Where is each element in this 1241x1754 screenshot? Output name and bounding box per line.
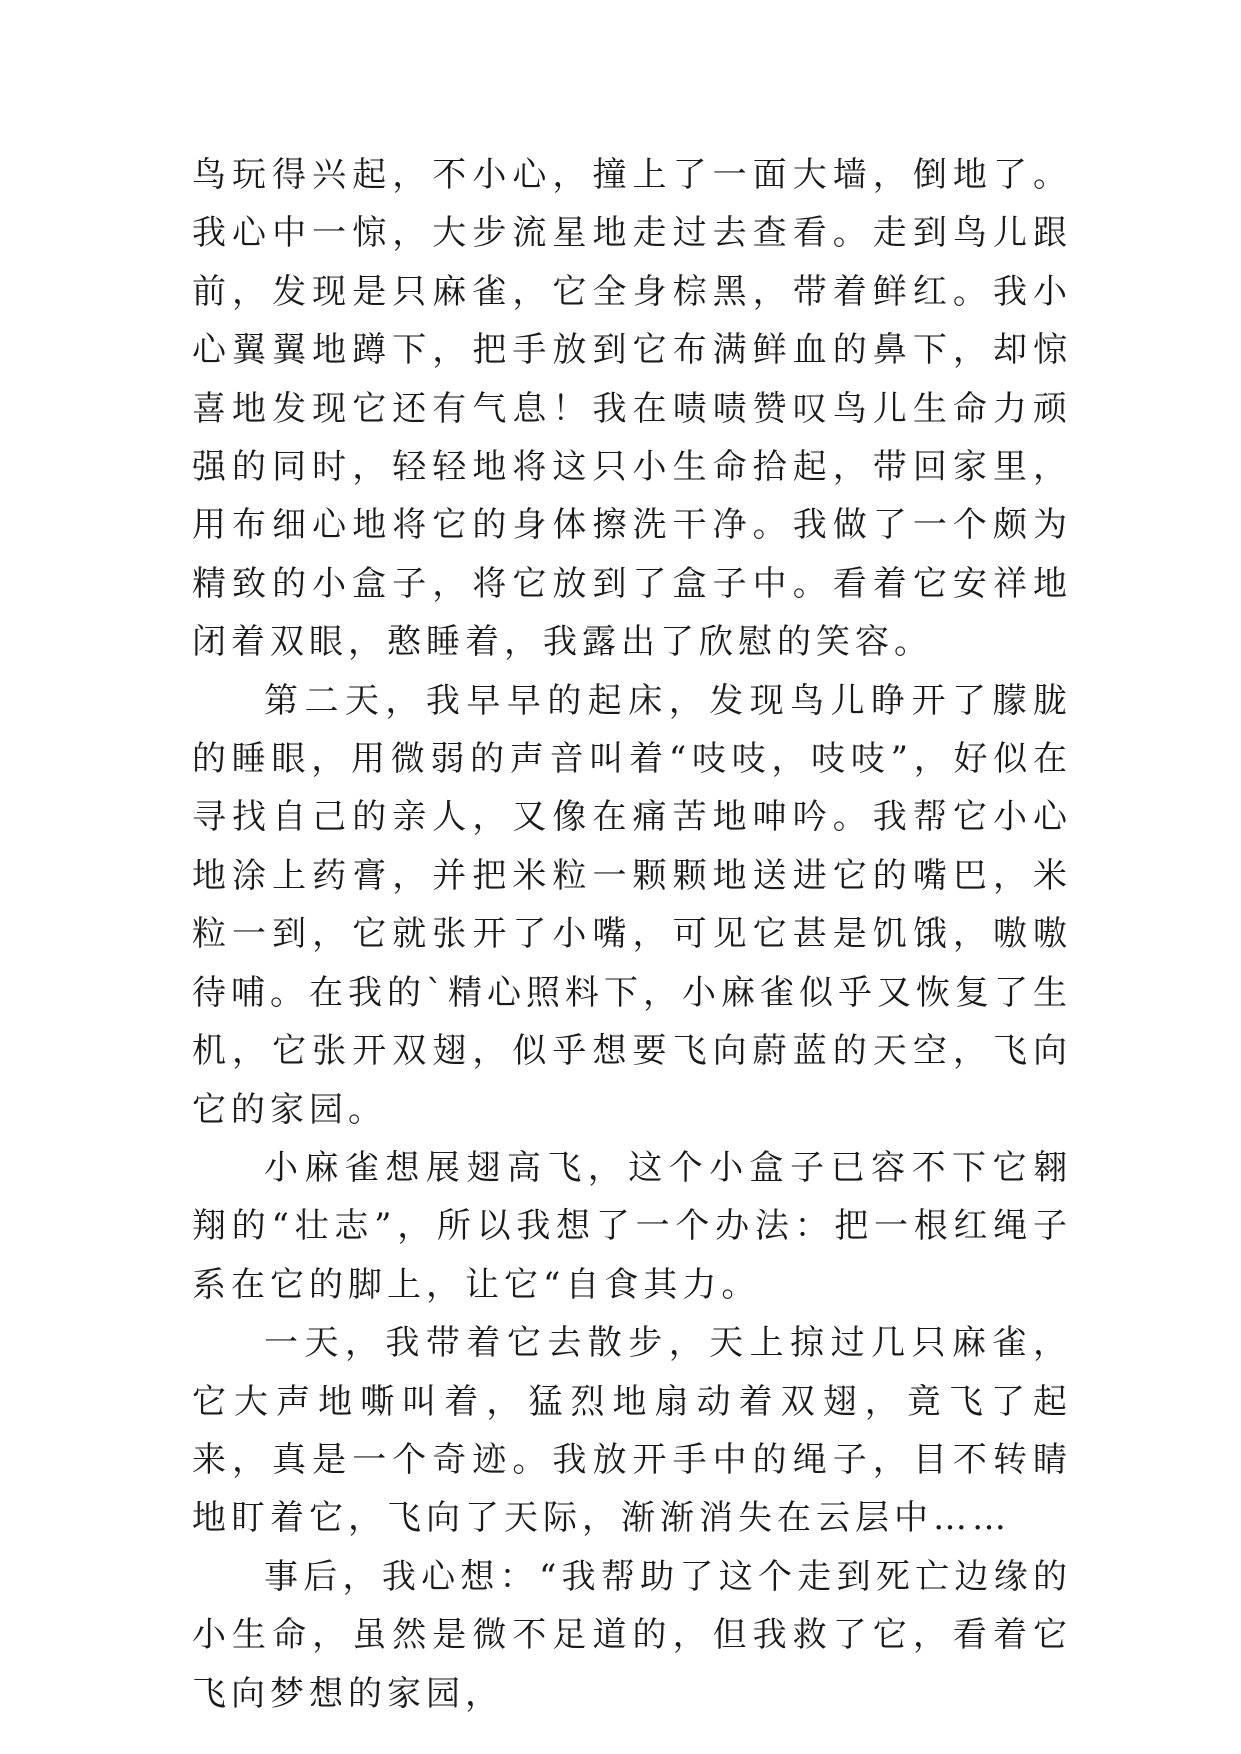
document-body xyxy=(192,146,1072,1723)
paragraph-3: 小麻雀想展翅高飞，这个小盒子已容不下它翱翔的“壮志”，所以我想了一个办法：把一根红绳子系在它的脚上，让它“自食其力。 xyxy=(192,1147,1072,1305)
paragraph-4: 一天，我带着它去散步，天上掠过几只麻雀，它大声地嘶叫着，猛烈地扇动着双翅，竟飞了起来，真是一个奇迹。我放开手中的绳子，目不转睛地盯着它，飞向了天际，渐渐消失在云层中…… xyxy=(192,1323,1072,1539)
paragraph-1: 鸟玩得兴起，不小心，撞上了一面大墙，倒地了。我心中一惊，大步流星地走过去查看。走到鸟儿跟前，发现是只麻雀，它全身棕黑，带着鲜红。我小心翼翼地蹲下，把手放到它布满鲜血的鼻下，却惊喜地发现它还有气息！我在啧啧赞叹鸟儿生命力顽强的同时，轻轻地将这只小生命拾起，带回家里，用布细心地将它的身体擦洗干净。我做了一个颇为精致的小盒子，将它放到了盒子中。看着它安祥地闭着双眼，憨睡着，我露出了欣慰的笑容。 xyxy=(192,155,1072,663)
paragraph-2: 第二天，我早早的起床，发现鸟儿睁开了朦胧的睡眼，用微弱的声音叫着“吱吱，吱吱”，好似在寻找自己的亲人，又像在痛苦地呻吟。我帮它小心地涂上药膏，并把米粒一颗颗地送进它的嘴巴，米粒一到，它就张开了小嘴，可见它甚是饥饿，嗷嗷待哺。在我的`精心照料下，小麻雀似乎又恢复了生机，它张开双翅，似乎想要飞向蔚蓝的天空，飞向它的家园。 xyxy=(192,680,1072,1130)
paragraph-5: 事后，我心想：“我帮助了这个走到死亡边缘的小生命，虽然是微不足道的，但我救了它，看着它飞向梦想的家园， xyxy=(192,1556,1072,1714)
